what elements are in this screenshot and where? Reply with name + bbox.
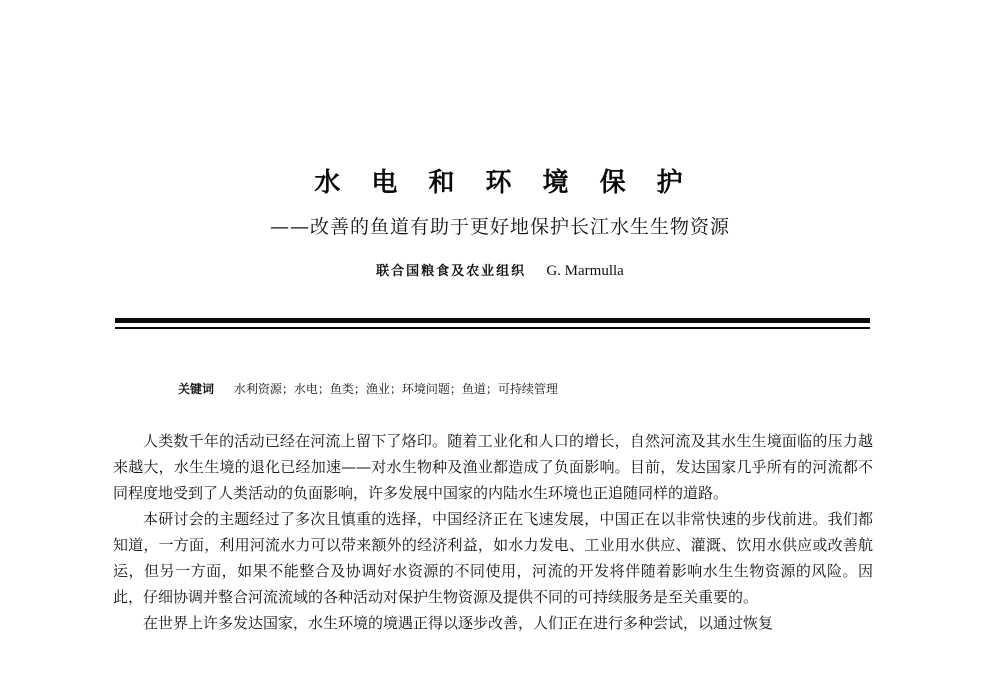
paragraph: 人类数千年的活动已经在河流上留下了烙印。随着工业化和人口的增长，自然河流及其水生生境面临的压力越来越大，水生生境的退化已经加速——对水生物种及渔业都造成了负面影响。目前，发达国家几乎所有的河流都不同程度地受到了人类活动的负面影响，许多发展中国家的内陆水生环境也正追随同样的道路。 [113,432,873,502]
paragraph: 在世界上许多发达国家，水生环境的境遇正得以逐步改善，人们正在进行多种尝试，以通过恢复 [143,614,774,632]
header-rule-thick [115,318,870,323]
keywords-text: 水利资源；水电；鱼类；渔业；环境问题；鱼道；可持续管理 [233,382,558,396]
keywords-line [178,380,558,397]
article-subtitle: ——改善的鱼道有助于更好地保护长江水生生物资源 [269,216,730,238]
keywords-label: 关键词 [178,382,215,396]
author-line [0,260,1000,280]
author-organization: 联合国粮食及农业组织 [376,264,527,279]
body-text [113,428,873,636]
author-name: G. Marmulla [546,263,624,279]
paragraph: 本研讨会的主题经过了多次且慎重的选择，中国经济正在飞速发展，中国正在以非常快速的步伐前进。我们都知道，一方面，利用河流水力可以带来额外的经济利益，如水力发电、工业用水供应、灌溉、饮用水供应或改善航运，但另一方面，如果不能整合及协调好水资源的不同使用，河流的开发将伴随着影响水生生物资源的风险。因此，仔细协调并整合河流流域的各种活动对保护生物资源及提供不同的可持续服务是至关重要的。 [113,510,873,606]
article-title: 水 电 和 环 境 保 护 [314,168,694,198]
header-rule-thin [115,327,870,329]
